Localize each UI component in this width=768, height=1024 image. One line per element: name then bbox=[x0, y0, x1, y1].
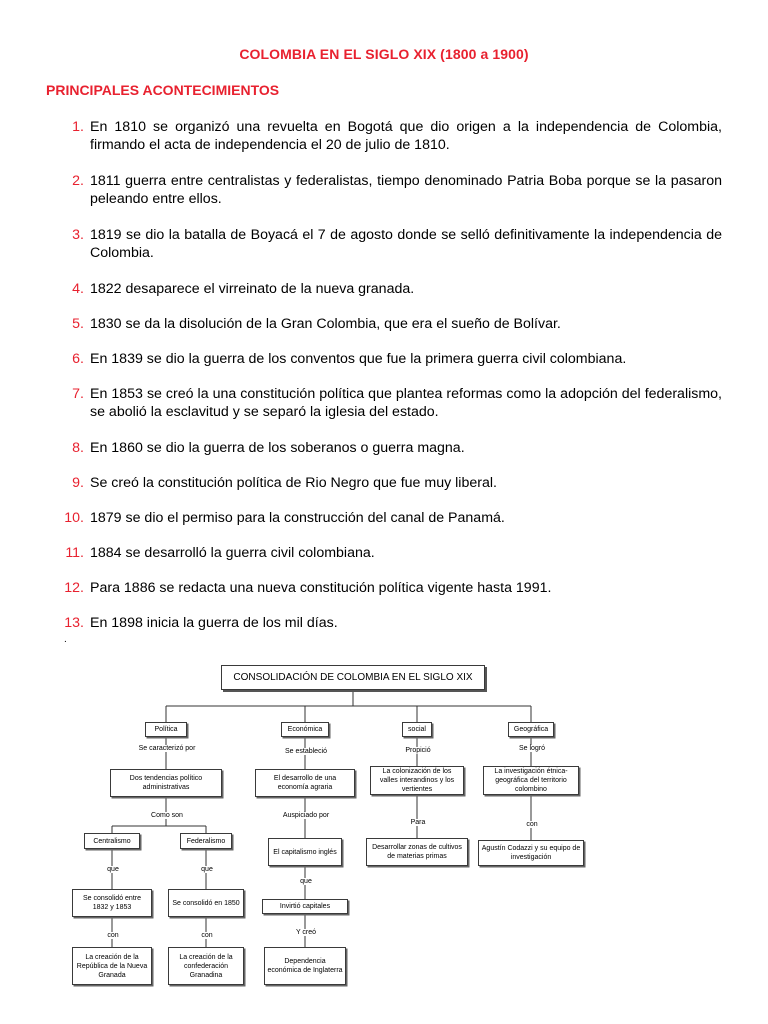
link-label: que bbox=[196, 866, 218, 873]
link-label: Auspiciado por bbox=[272, 812, 340, 819]
item-text: 1819 se dio la batalla de Boyacá el 7 de agosto donde se selló definitivamente la independencia de Colombia. bbox=[90, 227, 722, 261]
confederacion-node: La creación de la confederación Granadina bbox=[168, 947, 244, 985]
item-number: 13. bbox=[64, 615, 84, 631]
geografica-node: La investigación étnica-geográfica del territorio colombino bbox=[483, 766, 579, 795]
link-label: con bbox=[196, 932, 218, 939]
link-label: con bbox=[102, 932, 124, 939]
item-text: 1811 guerra entre centralistas y federalistas, tiempo denominado Patria Boba porque se la pasaron peleando entre ellos. bbox=[90, 173, 722, 207]
social-result-node: Desarrollar zonas de cultivos de materias primas bbox=[366, 838, 468, 866]
capitalismo-node: El capitalismo inglés bbox=[268, 838, 342, 866]
link-label: Se caracterizó por bbox=[126, 745, 208, 752]
dependencia-node: Dependencia económica de Inglaterra bbox=[264, 947, 346, 985]
item-text: En 1898 inicia la guerra de los mil días. bbox=[90, 615, 338, 631]
stray-dot: . bbox=[64, 634, 67, 645]
item-number: 1. bbox=[72, 119, 84, 135]
item-number: 10. bbox=[64, 510, 84, 526]
branch-politica: Política bbox=[145, 722, 187, 737]
item-text: Se creó la constitución política de Rio Negro que fue muy liberal. bbox=[90, 475, 497, 491]
item-text: En 1810 se organizó una revuelta en Bogotá que dio origen a la independencia de Colombia, firmando el acta de independencia el 20 de julio de 1810. bbox=[90, 119, 722, 153]
item-text: En 1839 se dio la guerra de los conventos que fue la primera guerra civil colombiana. bbox=[90, 351, 627, 367]
consolidation-1850-node: Se consolidó en 1850 bbox=[168, 889, 244, 917]
item-text: En 1853 se creó la una constitución política que plantea reformas como la adopción del federalismo, se abolió la esclavitud y se separó la iglesia del estado. bbox=[90, 386, 722, 420]
link-label: Se logró bbox=[511, 745, 553, 752]
link-label: Propició bbox=[397, 747, 439, 754]
branch-social: social bbox=[402, 722, 432, 737]
link-label: que bbox=[102, 866, 124, 873]
link-label: Se estableció bbox=[270, 748, 342, 755]
item-text: 1879 se dio el permiso para la construcción del canal de Panamá. bbox=[90, 510, 505, 526]
geografica-result-node: Agustín Codazzi y su equipo de investigación bbox=[478, 840, 584, 866]
link-label: Y creó bbox=[288, 929, 324, 936]
concept-map-root: CONSOLIDACIÓN DE COLOMBIA EN EL SIGLO XIX bbox=[221, 665, 485, 690]
economica-node: El desarrollo de una economía agraria bbox=[255, 769, 355, 797]
item-text: Para 1886 se redacta una nueva constitución política vigente hasta 1991. bbox=[90, 580, 552, 596]
federalismo-node: Federalismo bbox=[180, 833, 232, 849]
item-number: 4. bbox=[72, 281, 84, 297]
document-title: COLOMBIA EN EL SIGLO XIX (1800 a 1900) bbox=[239, 46, 529, 62]
centralismo-node: Centralismo bbox=[84, 833, 140, 849]
link-label: Como son bbox=[138, 812, 196, 819]
social-node: La colonización de los valles interandinos y los vertientes bbox=[370, 766, 464, 795]
item-text: 1884 se desarrolló la guerra civil colombiana. bbox=[90, 545, 375, 561]
item-number: 5. bbox=[72, 316, 84, 332]
item-number: 12. bbox=[64, 580, 84, 596]
branch-economica: Económica bbox=[281, 722, 329, 737]
consolidation-1832-node: Se consolidó entre 1832 y 1853 bbox=[72, 889, 152, 917]
item-number: 11. bbox=[65, 545, 84, 561]
politica-node: Dos tendencias político administrativas bbox=[110, 769, 222, 797]
item-number: 7. bbox=[72, 386, 84, 402]
item-number: 3. bbox=[72, 227, 84, 243]
item-text: 1822 desaparece el virreinato de la nueva granada. bbox=[90, 281, 415, 297]
item-number: 6. bbox=[72, 351, 84, 367]
item-text: En 1860 se dio la guerra de los soberanos o guerra magna. bbox=[90, 440, 465, 456]
link-label: Para bbox=[404, 819, 432, 826]
republica-node: La creación de la República de la Nueva Granada bbox=[72, 947, 152, 985]
link-label: con bbox=[521, 821, 543, 828]
item-number: 8. bbox=[72, 440, 84, 456]
invirtio-node: Invirtió capitales bbox=[262, 899, 348, 914]
branch-geografica: Geográfica bbox=[508, 722, 554, 737]
item-number: 9. bbox=[72, 475, 84, 491]
item-number: 2. bbox=[72, 173, 84, 189]
link-label: que bbox=[295, 878, 317, 885]
item-text: 1830 se da la disolución de la Gran Colombia, que era el sueño de Bolívar. bbox=[90, 316, 561, 332]
section-subtitle: PRINCIPALES ACONTECIMIENTOS bbox=[46, 82, 280, 98]
